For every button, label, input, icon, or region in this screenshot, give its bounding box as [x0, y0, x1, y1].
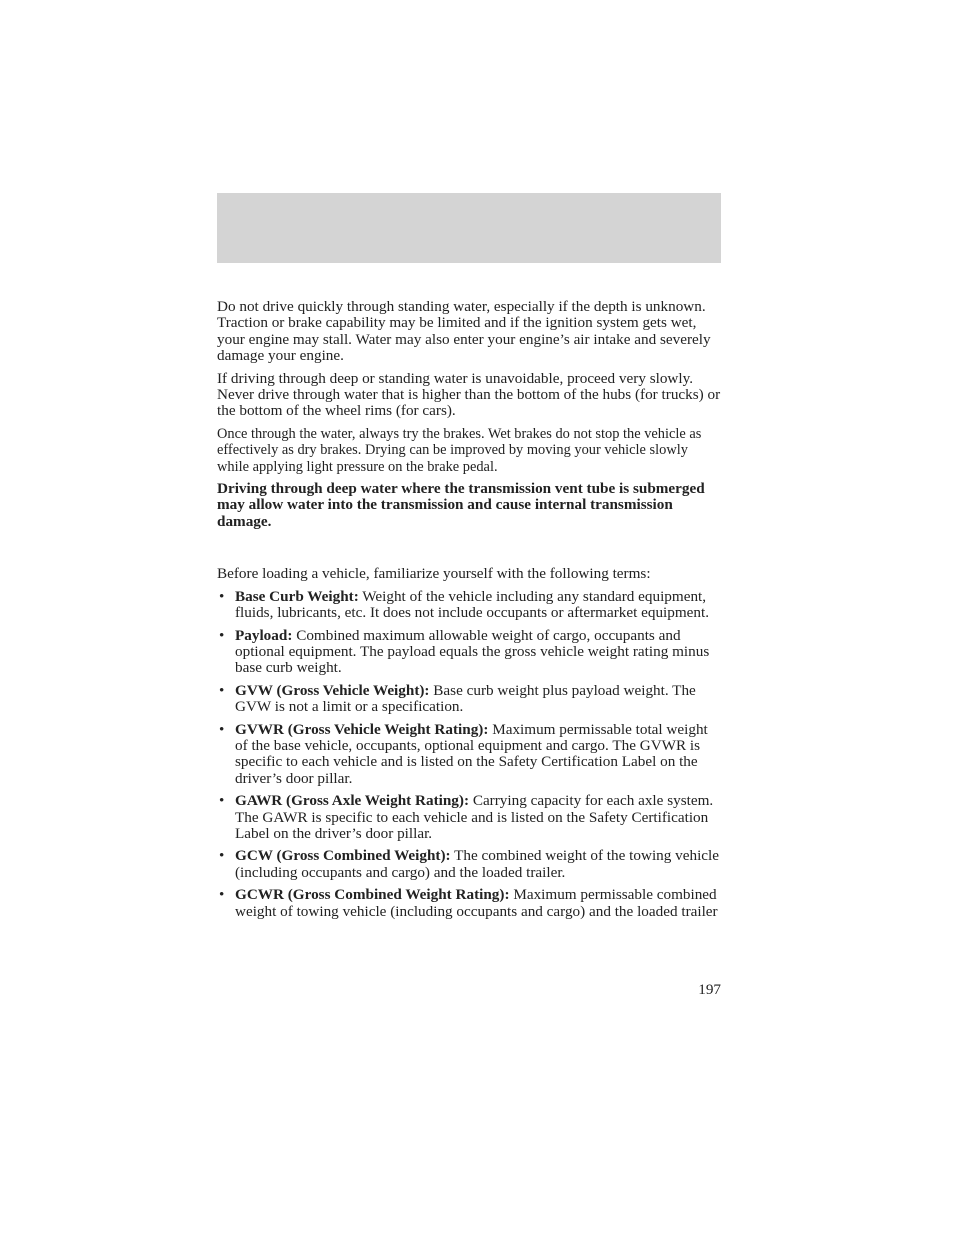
bullet-icon: •: [219, 720, 225, 738]
term-definition: Combined maximum allowable weight of cargo, occupants and optional equipment. The payload equals the gross vehicle weight rating minus base curb weight.: [235, 626, 710, 677]
transmission-warning: Driving through deep water where the transmission vent tube is submerged may allow water into the transmission and cause internal transmission damage.: [217, 480, 705, 530]
page-number: 197: [698, 981, 721, 998]
list-item: [217, 722, 723, 788]
paragraph-wet-brakes: Once through the water, always try the brakes. Wet brakes do not stop the vehicle as effectively as dry brakes. Drying can be improved by moving your vehicle slowly while applying light pressure on the brake pedal.: [217, 425, 702, 475]
bullet-icon: •: [219, 792, 225, 810]
section-header-band: [217, 193, 721, 263]
term-definition: Maximum permissable combined weight of towing vehicle (including occupants and cargo) and the loaded trailer: [235, 886, 718, 920]
page-content: [217, 299, 723, 926]
loading-intro: Before loading a vehicle, familiarize yourself with the following terms:: [217, 565, 651, 583]
term-label: GVW (Gross Vehicle Weight):: [235, 681, 430, 699]
term-definition: The combined weight of the towing vehicle (including occupants and cargo) and the loaded trailer.: [235, 847, 719, 881]
paragraph-standing-water: Do not drive quickly through standing water, especially if the depth is unknown. Traction or brake capability may be limited and if the ignition system gets wet, your engine may stall. Water may also enter your engine’s air intake and severely damage your engine.: [217, 298, 711, 365]
bullet-icon: •: [219, 626, 225, 644]
bullet-icon: •: [219, 886, 225, 904]
terms-list: [217, 589, 723, 920]
term-label: GVWR (Gross Vehicle Weight Rating):: [235, 720, 489, 738]
bullet-icon: •: [219, 847, 225, 865]
list-item: [217, 887, 723, 920]
term-definition: Carrying capacity for each axle system. The GAWR is specific to each vehicle and is listed on the Safety Certification Label on the driver’s door pillar.: [235, 792, 714, 842]
term-label: GCWR (Gross Combined Weight Rating):: [235, 886, 510, 904]
term-label: Base Curb Weight:: [235, 587, 359, 605]
list-item: [217, 628, 723, 677]
term-label: Payload:: [235, 626, 293, 644]
term-label: GAWR (Gross Axle Weight Rating):: [235, 792, 470, 810]
term-definition: Weight of the vehicle including any standard equipment, fluids, lubricants, etc. It does not include occupants or aftermarket equipment.: [235, 587, 710, 622]
term-definition: Base curb weight plus payload weight. The GVW is not a limit or a specification.: [235, 681, 696, 716]
bullet-icon: •: [219, 681, 225, 699]
list-item: [217, 793, 723, 842]
bullet-icon: •: [219, 587, 225, 605]
term-definition: Maximum permissable total weight of the base vehicle, occupants, optional equipment and cargo. The GVWR is specific to each vehicle and is listed on the Safety Certification Label on the driver’s door pillar.: [235, 720, 708, 787]
list-item: [217, 589, 723, 622]
list-item: [217, 683, 723, 716]
term-label: GCW (Gross Combined Weight):: [235, 847, 451, 865]
list-item: [217, 848, 723, 881]
paragraph-deep-water: If driving through deep or standing water is unavoidable, proceed very slowly. Never drive through water that is higher than the bottom of the hubs (for trucks) or the bottom of the wheel rims (for cars).: [217, 369, 721, 420]
